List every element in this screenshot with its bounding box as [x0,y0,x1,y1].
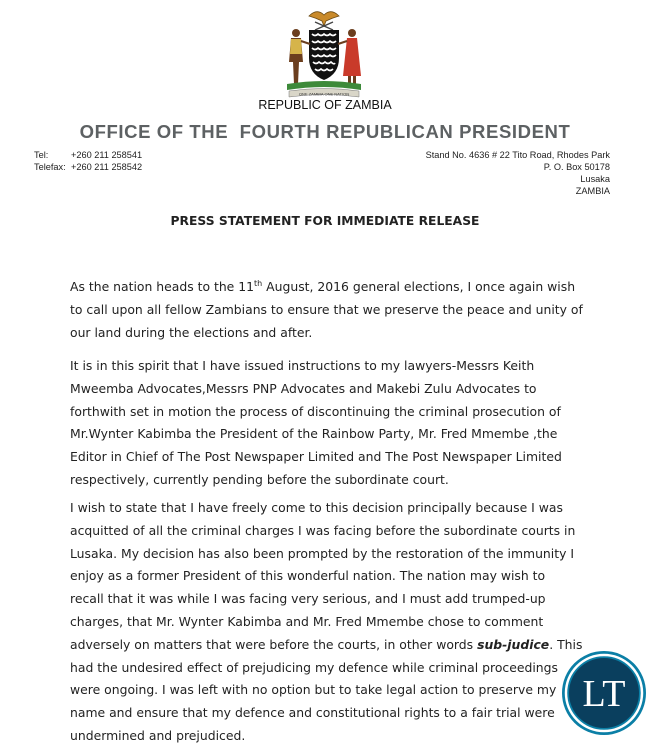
paragraph-line: As the nation heads to the 11th August, 2016 general elections, I once again wish [70,278,576,294]
paragraph-line: recall that it was while I was facing very serious, and I must add trumped-up [70,591,546,607]
paragraph-3 [70,497,590,748]
coat-of-arms-icon [279,6,369,100]
contact-tel: Tel: +260 211 258541 [34,150,143,160]
office-title: OFFICE OF THE FOURTH REPUBLICAN PRESIDENT [79,121,571,142]
paragraph-line: adversely on matters that were before the courts, in other words sub-judice. This [70,636,583,652]
paragraph-line: name and ensure that my defence and constitutional rights to a fair trial were [70,705,555,721]
press-statement-title: PRESS STATEMENT FOR IMMEDIATE RELEASE [170,214,480,228]
address-line: P. O. Box 50178 [543,162,610,172]
paragraph-line: charges, that Mr. Wynter Kabimba and Mr. Fred Mmembe chose to comment [70,613,544,629]
republic-heading: REPUBLIC OF ZAMBIA [258,98,392,112]
paragraph-line: to call upon all fellow Zambians to ensure that we preserve the peace and unity of [70,301,583,317]
contact-address [426,149,610,197]
paragraph-line: had the undesired effect of prejudicing my defence while criminal proceedings [70,659,558,675]
paragraph-line: I wish to state that I have freely come to this decision principally because I was [70,500,563,515]
paragraph-line: undermined and prejudiced. [70,727,246,743]
coat-motto: ONE ZAMBIA ONE NATION [298,91,350,97]
paragraph-line: Lusaka. My decision has also been prompted by the restoration of the immunity I [70,545,575,561]
lt-logo-text: LT [582,673,626,715]
paragraph-line: Editor in Chief of The Post Newspaper Limited and The Post Newspaper Limited [70,449,562,465]
contact-left [34,149,142,173]
paragraph-line: enjoy as a former President of this wonderful nation. The nation may wish to [70,568,546,584]
paragraph-line: acquitted of all the criminal charges I was facing before the subordinate courts in [70,522,576,538]
address-line: ZAMBIA [575,186,610,196]
address-line: Stand No. 4636 # 22 Tito Road, Rhodes Park [425,150,610,160]
paragraph-line: were ongoing. I was left with no option but to take legal action to preserve my [70,682,557,698]
lt-logo-badge [561,650,647,736]
paragraph-line: Mweemba Advocates,Messrs PNP Advocates and Makebi Zulu Advocates to [70,380,537,396]
paragraph-1 [70,276,590,344]
paragraph-line: our land during the elections and after. [70,324,313,340]
address-line: Lusaka [580,174,610,184]
sub-judice-emphasis: sub-judice [477,636,550,652]
paragraph-line: forthwith set in motion the process of discontinuing the criminal prosecution of [70,403,561,419]
paragraph-2 [70,355,590,492]
paragraph-line: It is in this spirit that I have issued instructions to my lawyers-Messrs Keith [70,358,535,373]
paragraph-line: Mr.Wynter Kabimba the President of the Rainbow Party, Mr. Fred Mmembe ,the [70,426,558,442]
paragraph-line: respectively, currently pending before the subordinate court. [70,471,449,487]
contact-telefax: Telefax: +260 211 258542 [34,162,143,172]
